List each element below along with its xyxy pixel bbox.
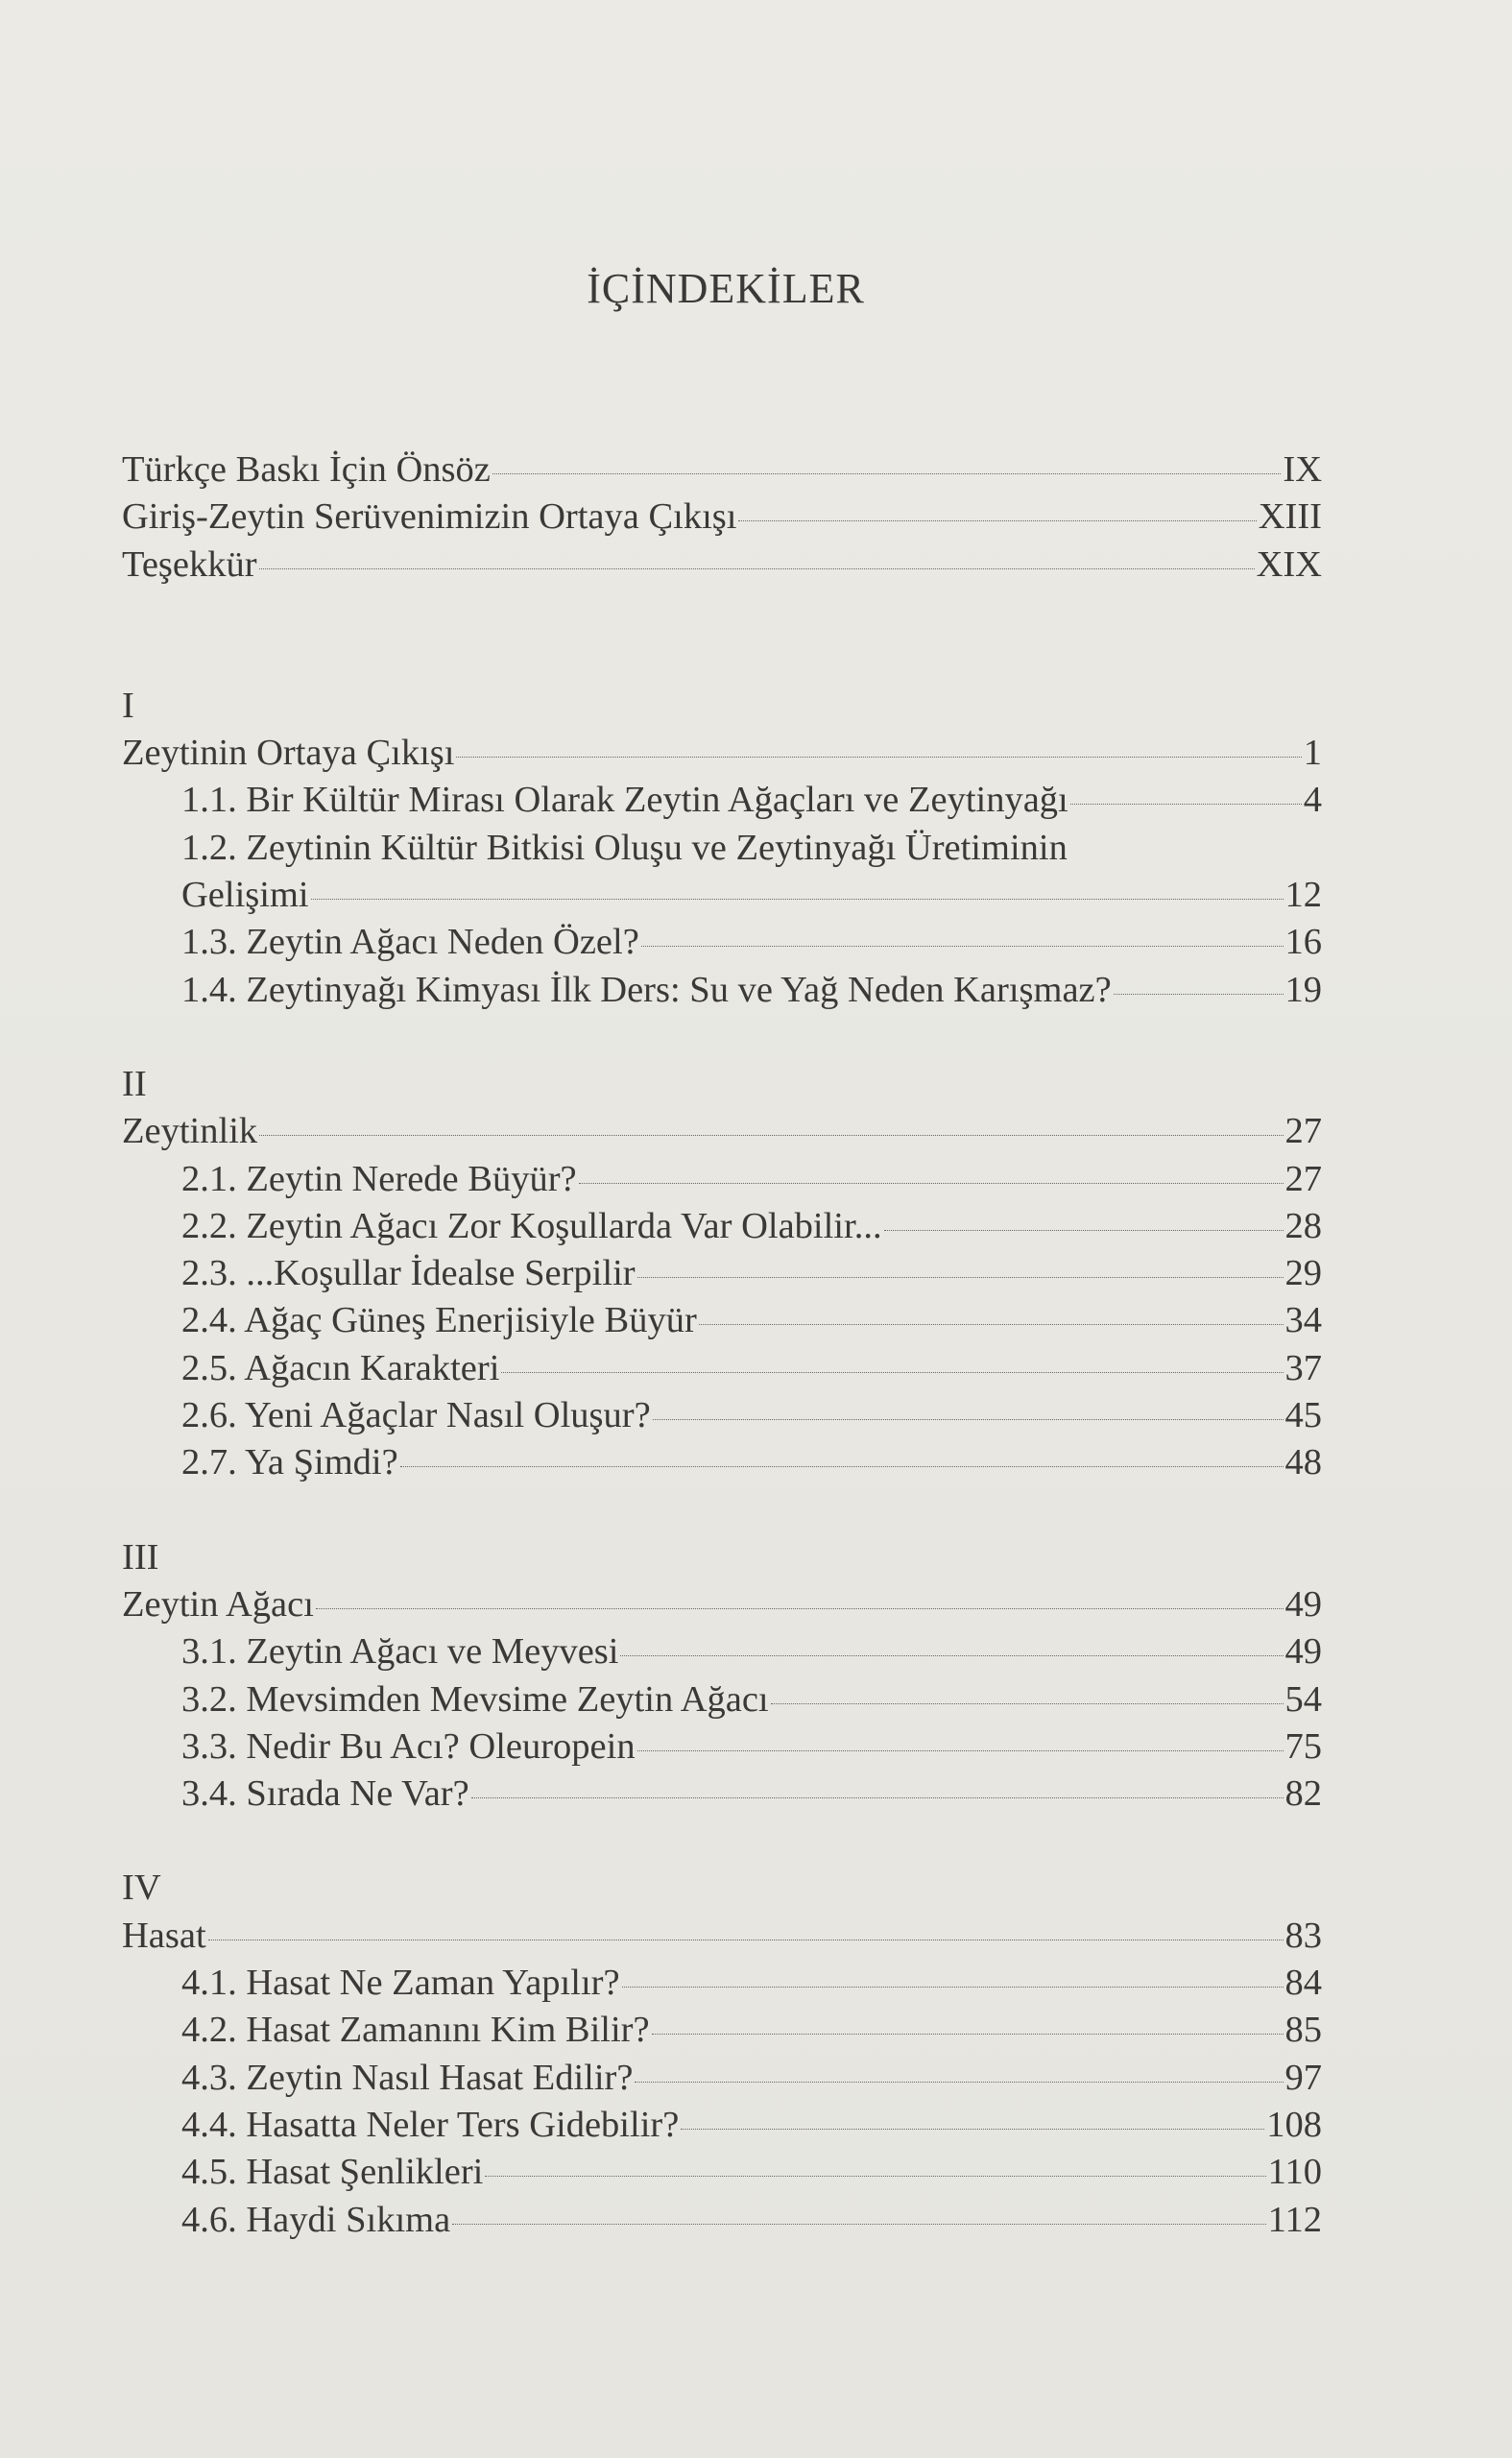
- dot-leader: [635, 2082, 1283, 2083]
- dot-leader: [400, 1466, 1284, 1467]
- toc-entry: [122, 1676, 1322, 1723]
- toc-entry: [122, 2055, 1322, 2102]
- entry-title: 2.4. Ağaç Güneş Enerjisiyle Büyür: [181, 1300, 697, 1341]
- dot-leader: [456, 757, 1301, 758]
- dot-leader: [259, 1135, 1283, 1136]
- toc-entry: [122, 967, 1322, 1014]
- toc-entry: [122, 1156, 1322, 1203]
- entry-title: Zeytinin Ortaya Çıkışı: [122, 733, 455, 774]
- spacer: [122, 1818, 1322, 1865]
- dot-leader: [485, 2176, 1265, 2177]
- entry-page: 83: [1284, 1915, 1322, 1956]
- entry-page: 34: [1284, 1300, 1322, 1341]
- entry-title: Hasat: [122, 1915, 206, 1956]
- entry-page: 54: [1284, 1678, 1322, 1720]
- entry-title: 2.2. Zeytin Ağacı Zor Koşullarda Var Olabilir...: [181, 1205, 882, 1246]
- toc-part-title: [122, 1913, 1322, 1960]
- entry-page: 16: [1284, 922, 1322, 963]
- entry-page: XIII: [1258, 496, 1322, 538]
- entry-page: 29: [1284, 1253, 1322, 1294]
- entry-title-continuation: Gelişimi: [181, 875, 309, 916]
- dot-leader: [492, 473, 1282, 474]
- toc-entry: [122, 1297, 1322, 1344]
- entry-page: 19: [1284, 969, 1322, 1010]
- toc-entry: [122, 1723, 1322, 1771]
- page-title: İÇİNDEKİLER: [587, 265, 865, 312]
- entry-title: 1.3. Zeytin Ağacı Neden Özel?: [181, 922, 639, 963]
- entry-page: XIX: [1256, 543, 1322, 585]
- spacer: [122, 1487, 1322, 1534]
- toc-entry-preface: [122, 446, 1322, 494]
- entry-page: IX: [1283, 449, 1322, 490]
- toc-entry-first-line: 1.2. Zeytinin Kültür Bitkisi Oluşu ve Zeytinyağı Üretiminin: [181, 827, 1068, 868]
- entry-title: Teşekkür: [122, 543, 257, 585]
- entry-title: 1.1. Bir Kültür Mirası Olarak Zeytin Ağaçları ve Zeytinyağı: [181, 780, 1068, 821]
- toc-part-title: [122, 1108, 1322, 1155]
- toc-entry: [122, 1392, 1322, 1439]
- entry-title: 2.3. ...Koşullar İdealse Serpilir: [181, 1253, 636, 1294]
- entry-title: 4.5. Hasat Şenlikleri: [181, 2152, 484, 2193]
- dot-leader: [316, 1608, 1284, 1609]
- entry-title: Türkçe Baskı İçin Önsöz: [122, 449, 491, 490]
- part-numeral: II: [122, 1063, 147, 1104]
- entry-page: 45: [1284, 1395, 1322, 1436]
- spacer: [122, 1014, 1322, 1061]
- entry-page: 37: [1284, 1347, 1322, 1388]
- entry-page: 48: [1284, 1442, 1322, 1483]
- dot-leader: [637, 1750, 1284, 1751]
- entry-title: 1.4. Zeytinyağı Kimyası İlk Ders: Su ve Yağ Neden Karışmaz?: [181, 969, 1112, 1010]
- entry-page: 4: [1303, 780, 1322, 821]
- toc-entry: [122, 919, 1322, 966]
- dot-leader: [471, 1797, 1284, 1798]
- entry-title: 4.6. Haydi Sıkıma: [181, 2199, 451, 2240]
- entry-page: 82: [1284, 1773, 1322, 1815]
- toc-entry: [122, 2007, 1322, 2054]
- entry-title: 3.1. Zeytin Ağacı ve Meyvesi: [181, 1631, 619, 1673]
- toc-entry: [122, 1439, 1322, 1486]
- entry-page: 12: [1284, 875, 1322, 916]
- entry-page: 27: [1284, 1111, 1322, 1152]
- entry-page: 49: [1284, 1583, 1322, 1625]
- entry-title: 2.5. Ağacın Karakteri: [181, 1347, 500, 1388]
- entry-title: 4.3. Zeytin Nasıl Hasat Edilir?: [181, 2057, 634, 2098]
- entry-page: 108: [1266, 2104, 1322, 2145]
- dot-leader: [1114, 994, 1284, 995]
- toc-entry: [122, 2197, 1322, 2244]
- toc-entry: [122, 1960, 1322, 2007]
- toc-entry-acknowledgements: [122, 542, 1322, 589]
- entry-page: 28: [1284, 1205, 1322, 1246]
- entry-title: 3.3. Nedir Bu Acı? Oleuropein: [181, 1725, 636, 1767]
- part-numeral: III: [122, 1536, 159, 1578]
- entry-page: 85: [1284, 2010, 1322, 2051]
- toc-entry-continuation: [122, 872, 1322, 919]
- toc-entry: [122, 1250, 1322, 1297]
- dot-leader: [652, 2034, 1284, 2035]
- spacer: [122, 589, 1322, 683]
- dot-leader: [699, 1324, 1284, 1325]
- entry-page: 84: [1284, 1963, 1322, 2004]
- entry-title: 4.4. Hasatta Neler Ters Gidebilir?: [181, 2104, 680, 2145]
- entry-title: 2.7. Ya Şimdi?: [181, 1442, 398, 1483]
- dot-leader: [1070, 804, 1302, 805]
- part-numeral: IV: [122, 1868, 161, 1909]
- dot-leader: [681, 2129, 1264, 2130]
- dot-leader: [501, 1372, 1283, 1373]
- dot-leader: [259, 568, 1255, 569]
- toc-entry: [122, 1345, 1322, 1392]
- dot-leader: [653, 1419, 1284, 1420]
- dot-leader: [771, 1703, 1284, 1704]
- dot-leader: [884, 1230, 1284, 1231]
- entry-title: 2.6. Yeni Ağaçlar Nasıl Oluşur?: [181, 1395, 651, 1436]
- entry-title: Giriş-Zeytin Serüvenimizin Ortaya Çıkışı: [122, 496, 737, 538]
- entry-page: 97: [1284, 2057, 1322, 2098]
- toc-entry: [122, 1203, 1322, 1250]
- toc-part-title: [122, 730, 1322, 777]
- entry-title: 4.1. Hasat Ne Zaman Yapılır?: [181, 1963, 620, 2004]
- dot-leader: [637, 1277, 1284, 1278]
- dot-leader: [311, 899, 1284, 900]
- entry-title: 3.4. Sırada Ne Var?: [181, 1773, 469, 1815]
- entry-title: 2.1. Zeytin Nerede Büyür?: [181, 1158, 577, 1199]
- entry-title: 4.2. Hasat Zamanını Kim Bilir?: [181, 2010, 650, 2051]
- entry-page: 49: [1284, 1631, 1322, 1673]
- toc-entry-introduction: [122, 494, 1322, 541]
- dot-leader: [738, 520, 1256, 521]
- toc-entry: [122, 1628, 1322, 1675]
- toc-entry: [122, 2149, 1322, 2196]
- entry-title: Zeytinlik: [122, 1111, 258, 1152]
- dot-leader: [452, 2224, 1265, 2225]
- entry-title: 3.2. Mevsimden Mevsime Zeytin Ağacı: [181, 1678, 769, 1720]
- table-of-contents: [122, 446, 1322, 2244]
- entry-page: 75: [1284, 1725, 1322, 1767]
- entry-title: Zeytin Ağacı: [122, 1583, 314, 1625]
- toc-entry: [122, 2102, 1322, 2149]
- toc-entry: [122, 1771, 1322, 1818]
- part-numeral: I: [122, 685, 134, 726]
- toc-part-title: [122, 1581, 1322, 1628]
- dot-leader: [579, 1183, 1284, 1184]
- dot-leader: [620, 1655, 1283, 1656]
- toc-entry: [122, 777, 1322, 824]
- dot-leader: [641, 946, 1284, 947]
- entry-page: 110: [1267, 2152, 1322, 2193]
- dot-leader: [622, 1987, 1284, 1988]
- entry-page: 112: [1267, 2199, 1322, 2240]
- entry-page: 1: [1303, 733, 1322, 774]
- entry-page: 27: [1284, 1158, 1322, 1199]
